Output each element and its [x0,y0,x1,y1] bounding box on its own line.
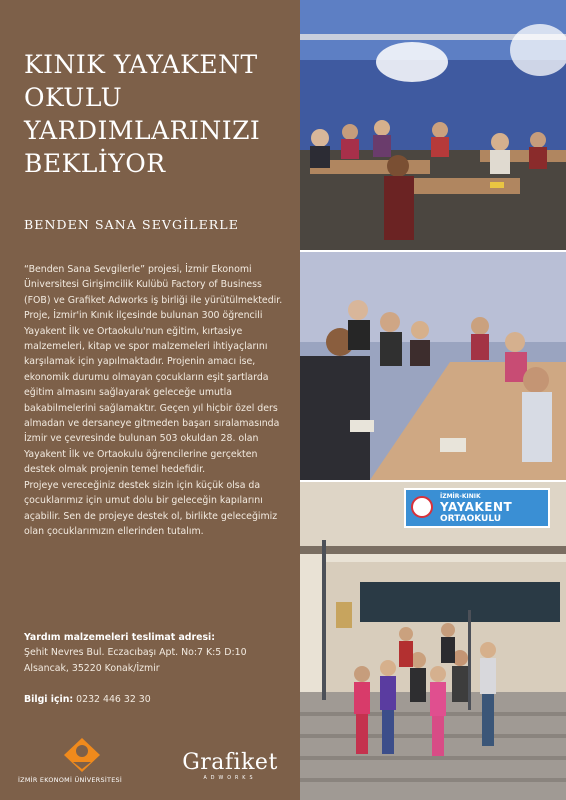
agency-logo [170,750,290,790]
agency-name: Grafiket [182,750,278,775]
page-title [24,48,294,180]
school-building-illustration [300,482,566,800]
contact-label: Bilgi için: [24,694,74,705]
photo-classroom [300,0,566,250]
agency-subtitle: ADWORKS [203,776,257,781]
university-logo [18,738,158,788]
photo-students-table [300,252,566,480]
contact-info [24,694,151,705]
address-line: Şehit Nevres Bul. Eczacıbaşı Apt. No:7 K:5 D:10 [24,647,247,659]
university-name: İZMİR EKONOMİ ÜNİVERSİTESİ [18,776,123,784]
school-emblem-icon [411,496,433,518]
body-text [24,262,286,539]
phone-number: 0232 446 32 30 [76,694,151,705]
address-line: Alsancak, 35220 Konak/İzmir [24,662,160,674]
school-sign [404,488,550,528]
paragraph: “Benden Sana Sevgilerle” projesi, İzmir Ekonomi Üniversitesi Girişimcilik Kulübü Factory of Business (FOB) ve Grafiket Adworks iş birliği ile yürütülmektedir. Proje, İzmir'in Kınık ilçesinde bulunan 300 öğrencili Yayakent İlk ve Ortaokulu'nun eğitim, kırtasiye malzemeleri, kitap ve spor malzemeleri ihtiyaçlarını karşılamak için yapılmaktadır. Projenin amacı ise, ekonomik durumu olmayan çocukların eşit şartlarda eğitim almasını sağlayarak geleceğe umutla bakabilmelerini sağlamaktır. Geçen yıl hiçbir özel ders almadan ve dersaneye gitmeden başarı sıralamasında İzmir ve çevresinde bulunan 503 okuldan 28. olan Yayakent İlk ve Ortaokulu öğrencilerine gerçekten destek olmak projenin temel hedefidir. [24,264,283,476]
school-sign-line1: İZMİR-KINIK [440,493,481,500]
subtitle: BENDEN SANA SEVGİLERLE [24,217,239,232]
address-label: Yardım malzemeleri teslimat adresi: [24,632,216,643]
title-line: OKULU [24,83,123,112]
school-sign-line3: ORTAOKULU [440,514,502,524]
title-line: BEKLİYOR [24,149,166,178]
photo-school-entrance [300,482,566,800]
paragraph: Projeye vereceğiniz destek sizin için küçük olsa da çocuklarımız için umut dolu bir geleceğin kapılarını açabilir. Sen de projeye destek ol, birlikte geleceğimiz olan çocuklarımızın ellerinden tutalım. [24,479,278,537]
title-line: YARDIMLARINIZI [24,116,261,145]
delivery-address [24,630,294,676]
university-emblem-icon [64,738,100,772]
title-line: KINIK YAYAKENT [24,50,258,79]
school-sign-line2: YAYAKENT [440,500,513,514]
